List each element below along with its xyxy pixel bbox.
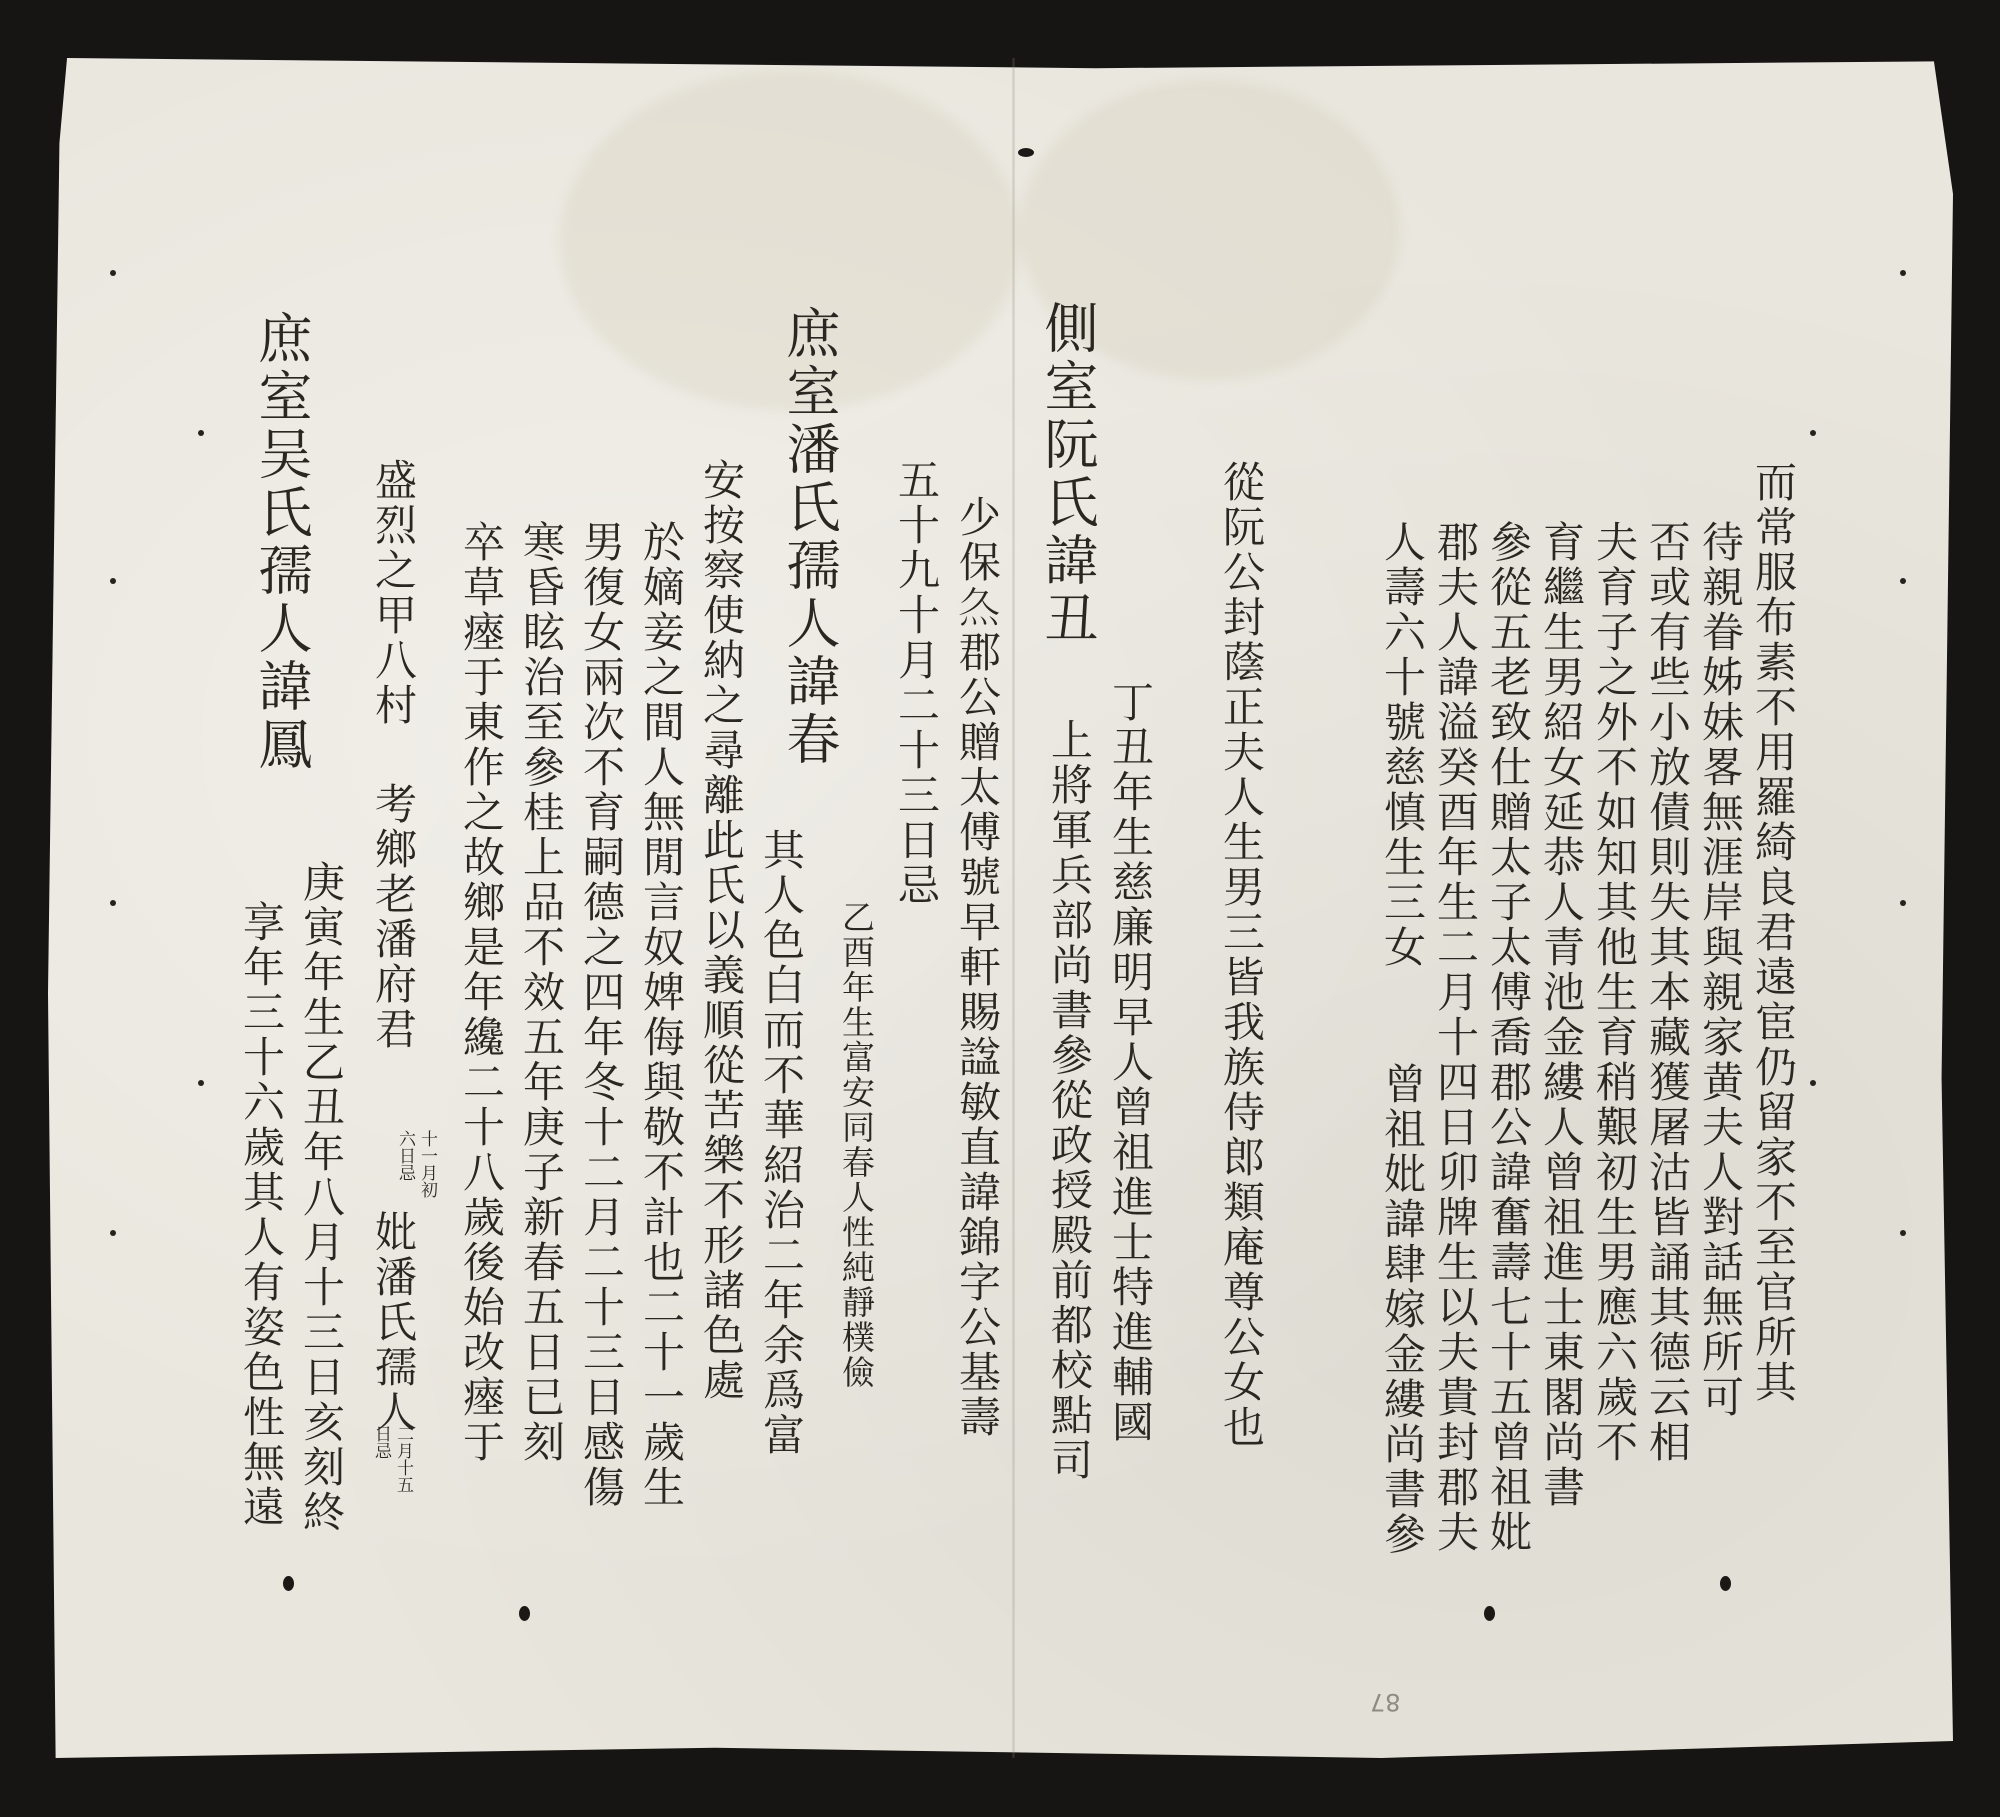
binding-hole	[283, 1576, 294, 1591]
phan-column-5: 寒昏眩治至參桂上品不效五年庚子新春五日已刻	[517, 520, 566, 1465]
right-page-inline-segment: 曾祖妣諱肆嫁金縷尚書參	[1378, 1062, 1427, 1557]
phan-column-7-segment-2: 妣潘氏孺人	[369, 1210, 418, 1435]
phan-note-2: 六日忌	[395, 1130, 415, 1181]
phan-column-1: 乙酉年生富安同春人性純靜樸儉	[837, 900, 876, 1390]
phan-column-6: 卒草瘞于東作之故鄉是年纔二十八歲後始改瘞于	[457, 520, 506, 1465]
margin-dot	[198, 1080, 204, 1086]
ngo-column-1: 庚寅年生乙丑年八月十三日亥刻終	[297, 860, 346, 1535]
binding-hole	[1018, 148, 1034, 157]
right-page-column-8: 人壽六十號慈慎生三女	[1378, 520, 1427, 970]
ngo-column-2: 享年三十六歲其人有姿色性無遠	[237, 900, 286, 1530]
margin-dot	[198, 430, 204, 436]
center-fold	[1012, 58, 1015, 1758]
binding-hole	[519, 1606, 530, 1621]
margin-dot	[1810, 1080, 1816, 1086]
binding-hole	[1720, 1576, 1731, 1591]
entry-heading-ngo: 庶室吴氏孺人諱鳳	[250, 310, 313, 774]
ruan-column-4: 五十九十月二十三日忌	[892, 458, 941, 908]
phan-column-4: 男復女兩次不育嗣德之四年冬十二月二十三日感傷	[577, 520, 626, 1510]
right-page-column-4: 夫育子之外不如知其他生育稍艱初生男應六歲不	[1590, 520, 1639, 1465]
right-page-column-1: 而常服布素不用羅綺良君遠宦仍留家不至官所其	[1749, 460, 1798, 1405]
margin-dot	[1900, 270, 1906, 276]
right-page-column-6: 參從五老致仕贈太子太傅喬郡公諱奮壽七十五曾祖妣	[1484, 520, 1533, 1555]
folio-number: 87	[1370, 1688, 1401, 1716]
phan-note-1: 十一月初	[417, 1130, 437, 1198]
entry-heading-phan: 庶室潘氏孺人諱春	[778, 305, 841, 769]
right-page-column-7: 郡夫人諱溢癸酉年生二月十四日卯牌生以夫貴封郡夫	[1431, 520, 1480, 1555]
margin-dot	[110, 578, 116, 584]
right-page-column-2: 待親眷姊妹畧無涯岸與親家黄夫人對話無所可	[1696, 520, 1745, 1420]
phan-column-2: 安按察使納之尋離此氏以義順從苦樂不形諸色處	[697, 458, 746, 1403]
margin-dot	[110, 270, 116, 276]
phan-note-4: 日忌	[371, 1425, 391, 1459]
margin-dot	[1900, 578, 1906, 584]
margin-dot	[110, 900, 116, 906]
ruan-column-1: 丁丑年生慈廉明早人曾祖進士特進輔國	[1106, 680, 1155, 1445]
right-page-column-9: 從阮公封蔭正夫人生男三皆我族侍郎類庵尊公女也	[1217, 460, 1266, 1450]
binding-hole	[1484, 1606, 1495, 1621]
right-page-column-3: 否或有些小放債則失其本藏獲屠沽皆誦其德云相	[1643, 520, 1692, 1465]
phan-column-7-segment: 考鄉老潘府君	[369, 782, 418, 1052]
phan-column-1-top: 其人色白而不華紹治二年余爲富	[757, 828, 806, 1458]
entry-heading-ruan: 側室阮氏諱丑	[1036, 300, 1099, 648]
margin-dot	[1810, 430, 1816, 436]
margin-dot	[1900, 1230, 1906, 1236]
phan-column-7: 盛烈之甲八村	[369, 458, 418, 728]
right-page-column-5: 育繼生男紹女延恭人青池金縷人曾祖進士東閣尚書	[1537, 520, 1586, 1510]
phan-note-3: 二月十五	[393, 1425, 413, 1493]
margin-dot	[110, 1230, 116, 1236]
phan-column-3: 於嫡妾之間人無閒言奴婢侮與敬不計也二十一歲生	[637, 520, 686, 1510]
ruan-column-2: 上將軍兵部尚書參從政授殿前都校點司	[1045, 718, 1094, 1483]
margin-dot	[1900, 900, 1906, 906]
ruan-column-3: 少保𤆐郡公贈太傅號早軒賜諡敏直諱錦字公基壽	[953, 495, 1002, 1440]
